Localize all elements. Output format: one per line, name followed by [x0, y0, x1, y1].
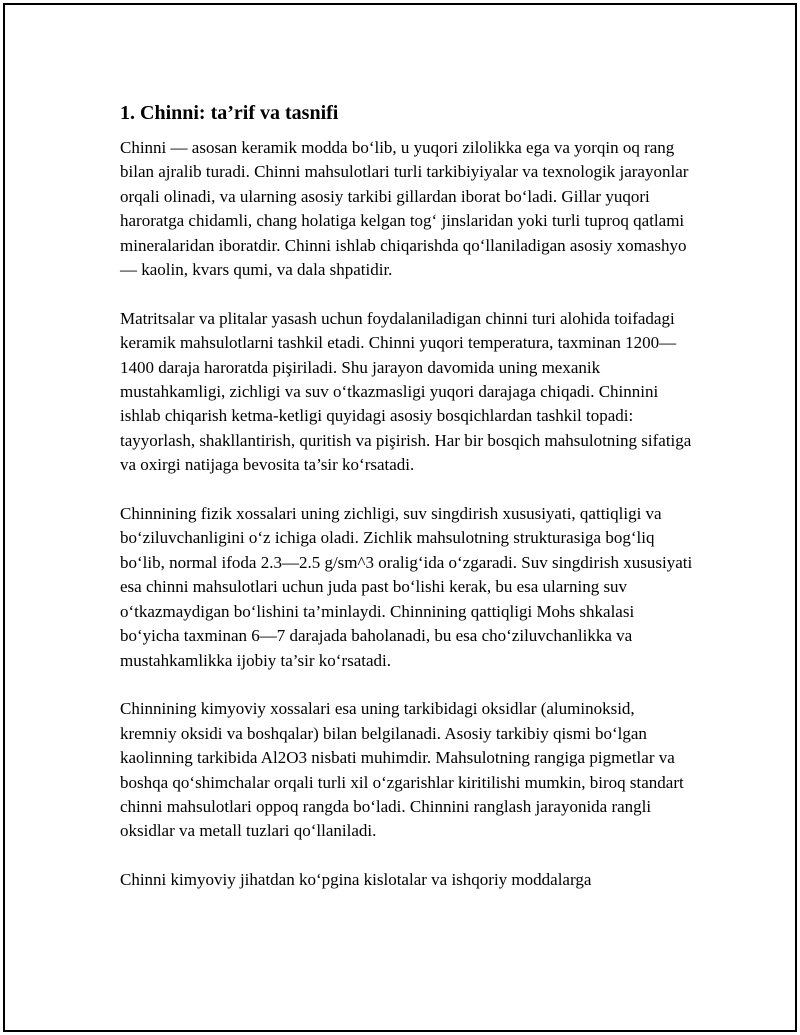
document-body: [120, 95, 695, 917]
page-frame: [3, 3, 797, 1032]
paragraph-5: Chinni kimyoviy jihatdan ko‘pgina kislotalar va ishqoriy moddalarga: [120, 870, 592, 890]
paragraph-4: Chinnining kimyoviy xossalari esa uning tarkibidagi oksidlar (aluminoksid, kremniy oksidi va boshqalar) bilan belgilanadi. Asosiy tarkibiy qismi bo‘lgan kaolinning tarkibida Al2O3 nisbati muhimdir. Mahsulotning rangiga pigmetlar va boshqa qo‘shimchalar orqali turli xil o‘zgarishlar kiritilishi mumkin, biroq standart chinni mahsulotlari oppoq rangda bo‘ladi. Chinnini ranglash jarayonida rangli oksidlar va metall tuzlari qo‘llaniladi.: [120, 699, 684, 841]
paragraph-1: Chinni — asosan keramik modda bo‘lib, u yuqori zilolikka ega va yorqin oq rang bilan ajralib turadi. Chinni mahsulotlari turli tarkibiyiyalar va texnologik jarayonlar orqali olinadi, va ularning asosiy tarkibi gillardan iborat bo‘ladi. Gillar yuqori haroratga chidamli, chang holatiga kelgan tog‘ jinslaridan yoki turli tuproq qatlami mineralaridan iboratdir. Chinni ishlab chiqarishda qo‘llaniladigan asosiy xomashyo — kaolin, kvars qumi, va dala shpatidir.: [120, 138, 689, 280]
section-heading: 1. Chinni: ta’rif va tasnifi: [120, 102, 339, 124]
paragraph-2: Matritsalar va plitalar yasash uchun foydalaniladigan chinni turi alohida toifadagi keramik mahsulotlarni tashkil etadi. Chinni yuqori temperatura, taxminan 1200—1400 daraja haroratda pişiriladi. Shu jarayon davomida uning mexanik mustahkamligi, zichligi va suv o‘tkazmasligi yuqori darajaga chiqadi. Chinnini ishlab chiqarish ketma-ketligi quyidagi asosiy bosqichlardan tashkil topadi: tayyorlash, shakllantirish, quritish va pişirish. Har bir bosqich mahsulotning sifatiga va oxirgi natijaga bevosita ta’sir ko‘rsatadi.: [120, 308, 692, 475]
paragraph-3: Chinnining fizik xossalari uning zichligi, suv singdirish xususiyati, qattiqligi va bo‘ziluvchanligini o‘z ichiga oladi. Zichlik mahsulotning strukturasiga bog‘liq bo‘lib, normal ifoda 2.3—2.5 g/sm^3 oralig‘ida o‘zgaradi. Suv singdirish xususiyati esa chinni mahsulotlari uchun juda past bo‘lishi kerak, bu esa ularning suv o‘tkazmaydigan bo‘lishini ta’minlaydi. Chinnining qattiqligi Mohs shkalasi bo‘yicha taxminan 6—7 darajada baholanadi, bu esa cho‘ziluvchanlikka va mustahkamlikka ijobiy ta’sir ko‘rsatadi.: [120, 504, 693, 670]
